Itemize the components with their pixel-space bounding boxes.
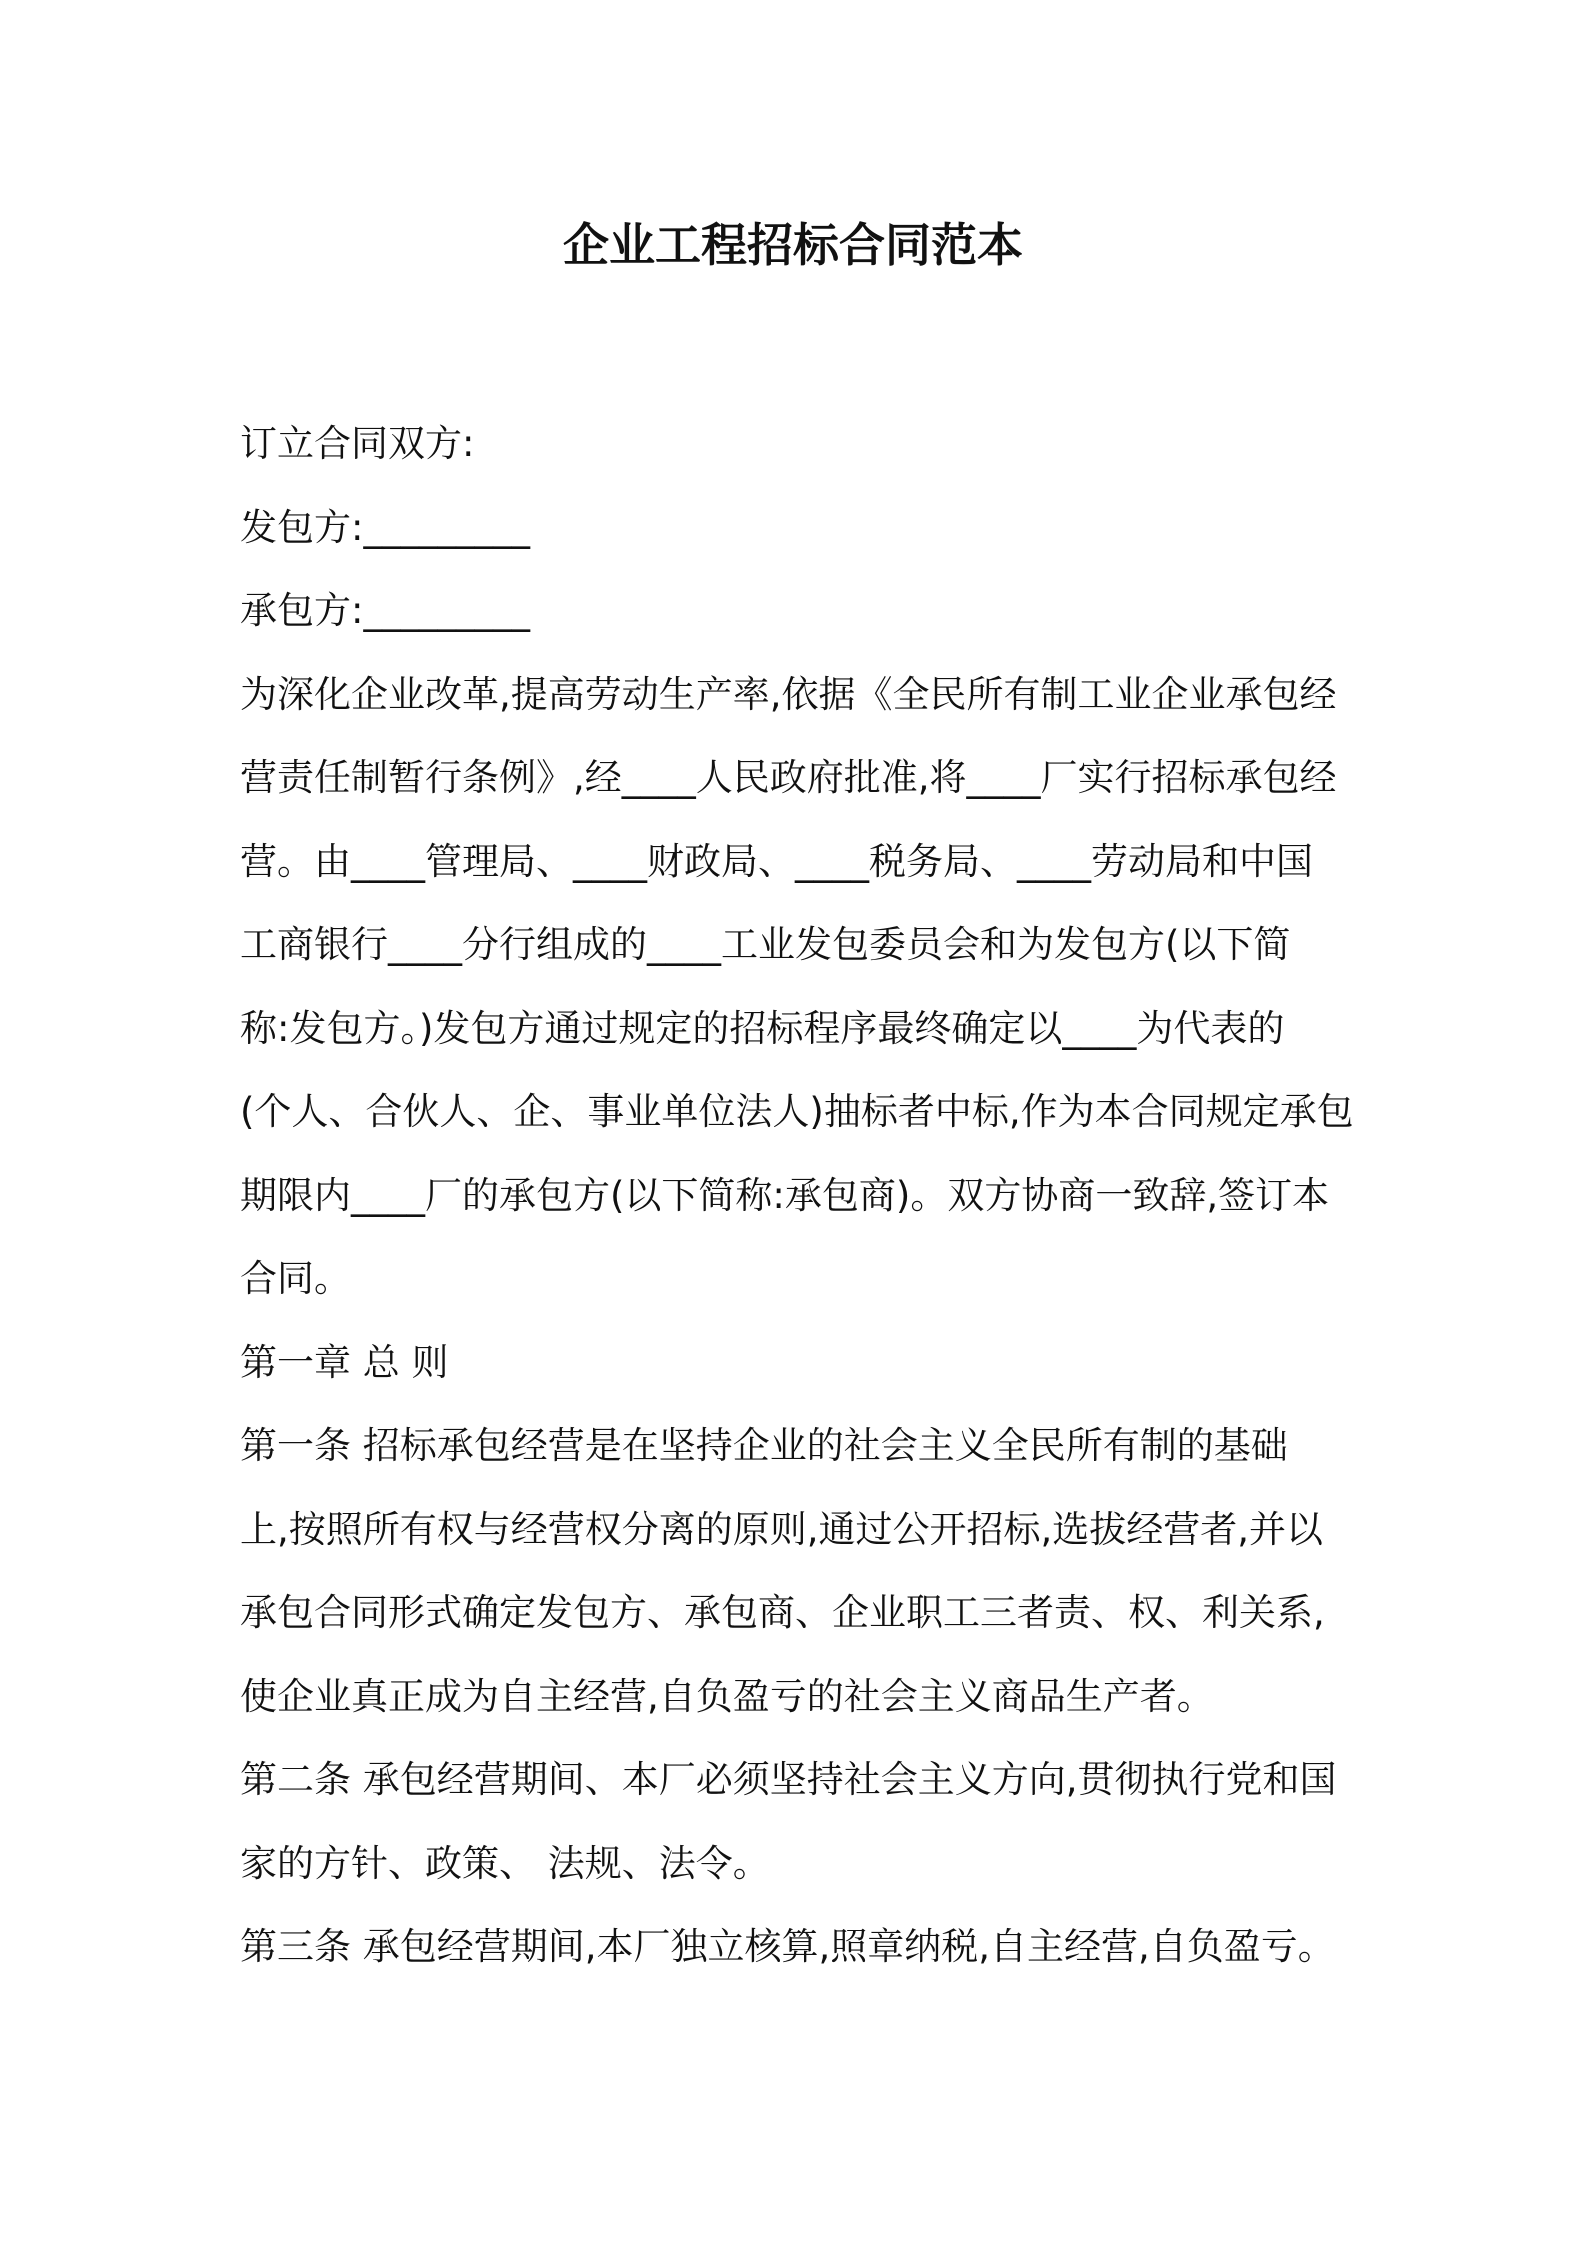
body-line: 使企业真正成为自主经营,自负盈亏的社会主义商品生产者。 xyxy=(240,1674,1214,1718)
body-line: 为深化企业改革,提高劳动生产率,依据《全民所有制工业企业承包经 xyxy=(240,672,1337,716)
body-line: 合同。 xyxy=(240,1257,351,1300)
body-line: (个人、合伙人、企、事业单位法人)抽标者中标,作为本合同规定承包 xyxy=(240,1090,1354,1133)
body-line: 发包方:_________ xyxy=(240,505,530,549)
body-line: 期限内____厂的承包方(以下简称:承包商)。双方协商一致辞,签订本 xyxy=(240,1173,1330,1217)
body-line: 家的方针、政策、 法规、法令。 xyxy=(240,1841,770,1885)
document-body xyxy=(240,402,1365,1989)
body-line: 上,按照所有权与经营权分离的原则,通过公开招标,选拔经营者,并以 xyxy=(240,1507,1324,1551)
body-line: 承包合同形式确定发包方、承包商、企业职工三者责、权、利关系, xyxy=(240,1591,1325,1634)
body-line: 营责任制暂行条例》,经____人民政府批准,将____厂实行招标承包经 xyxy=(240,756,1337,799)
body-line: 工商银行____分行组成的____工业发包委员会和为发包方(以下简 xyxy=(240,923,1291,966)
body-line: 称:发包方。)发包方通过规定的招标程序最终确定以____为代表的 xyxy=(240,1006,1285,1050)
body-line: 订立合同双方: xyxy=(240,422,475,465)
body-line: 第三条 承包经营期间,本厂独立核算,照章纳税,自主经营,自负盈亏。 xyxy=(240,1925,1335,1968)
document-title: 企业工程招标合同范本 xyxy=(563,218,1023,272)
body-line: 承包方:_________ xyxy=(240,589,530,632)
body-line: 第二条 承包经营期间、本厂必须坚持社会主义方向,贯彻执行党和国 xyxy=(240,1758,1337,1801)
chapter-heading: 第一章 总 则 xyxy=(240,1340,449,1384)
body-line: 第一条 招标承包经营是在坚持企业的社会主义全民所有制的基础 xyxy=(240,1424,1288,1467)
body-line: 营。由____管理局、____财政局、____税务局、____劳动局和中国 xyxy=(240,839,1313,883)
